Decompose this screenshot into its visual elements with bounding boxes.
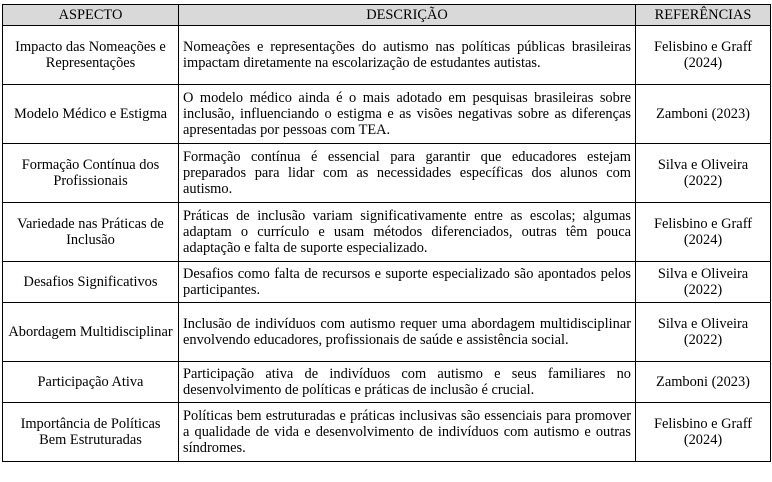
reference-cell: Felisbino e Graff (2024) <box>636 403 771 462</box>
description-cell: O modelo médico ainda é o mais adotado em pesquisas brasileiras sobre inclusão, influenciando o estigma e as visões negativas sobre as diferenças apresentadas por pessoas com TEA. <box>179 85 636 144</box>
description-cell: Desafios como falta de recursos e suporte especializado são apontados pelos participantes. <box>179 262 636 303</box>
header-referencias: REFERÊNCIAS <box>636 5 771 26</box>
description-cell: Práticas de inclusão variam significativamente entre as escolas; algumas adaptam o currículo e usam métodos diferenciados, outras têm pouca adaptação e falta de suporte especializado. <box>179 203 636 262</box>
header-descricao: DESCRIÇÃO <box>179 5 636 26</box>
description-cell: Inclusão de indivíduos com autismo requer uma abordagem multidisciplinar envolvendo educadores, profissionais de saúde e assistência social. <box>179 303 636 362</box>
description-cell: Formação contínua é essencial para garantir que educadores estejam preparados para lidar com as necessidades específicas dos alunos com autismo. <box>179 144 636 203</box>
description-cell: Políticas bem estruturadas e práticas inclusivas são essenciais para promover a qualidade de vida e desenvolvimento de indivíduos com autismo e outras síndromes. <box>179 403 636 462</box>
aspect-cell: Formação Contínua dos Profissionais <box>3 144 179 203</box>
table-row <box>3 362 771 403</box>
aspect-cell: Variedade nas Práticas de Inclusão <box>3 203 179 262</box>
table-row <box>3 85 771 144</box>
aspect-cell: Participação Ativa <box>3 362 179 403</box>
table-row <box>3 403 771 462</box>
reference-cell: Zamboni (2023) <box>636 362 771 403</box>
aspect-cell: Impacto das Nomeações e Representações <box>3 26 179 85</box>
aspect-cell: Abordagem Multidisciplinar <box>3 303 179 362</box>
description-cell: Nomeações e representações do autismo nas políticas públicas brasileiras impactam diretamente na escolarização de estudantes autistas. <box>179 26 636 85</box>
reference-cell: Zamboni (2023) <box>636 85 771 144</box>
description-cell: Participação ativa de indivíduos com autismo e seus familiares no desenvolvimento de políticas e práticas de inclusão é crucial. <box>179 362 636 403</box>
table-row <box>3 262 771 303</box>
aspect-cell: Importância de Políticas Bem Estruturadas <box>3 403 179 462</box>
table-row <box>3 144 771 203</box>
reference-cell: Felisbino e Graff (2024) <box>636 26 771 85</box>
reference-cell: Felisbino e Graff (2024) <box>636 203 771 262</box>
header-row <box>3 5 771 26</box>
aspect-cell: Modelo Médico e Estigma <box>3 85 179 144</box>
table-row <box>3 26 771 85</box>
aspect-cell: Desafios Significativos <box>3 262 179 303</box>
reference-cell: Silva e Oliveira (2022) <box>636 303 771 362</box>
reference-cell: Silva e Oliveira (2022) <box>636 262 771 303</box>
reference-cell: Silva e Oliveira (2022) <box>636 144 771 203</box>
header-aspecto: ASPECTO <box>3 5 179 26</box>
table-row <box>3 303 771 362</box>
summary-table <box>2 4 771 462</box>
table-row <box>3 203 771 262</box>
